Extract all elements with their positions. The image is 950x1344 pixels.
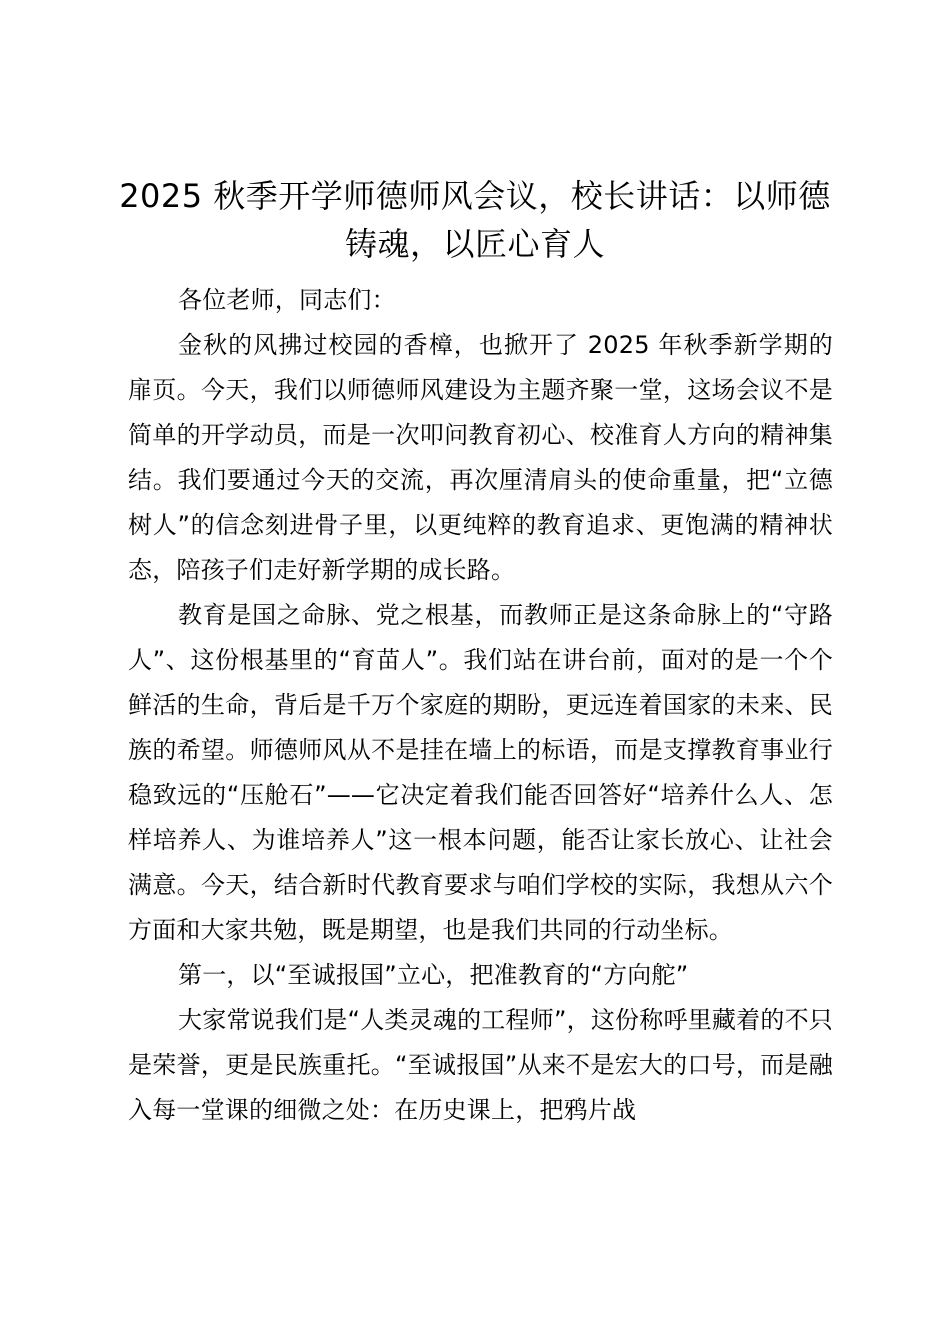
body-paragraph-2: 教育是国之命脉、党之根基，而教师正是这条命脉上的“守路人”、这份根基里的“育苗人”。我们站在讲台前，面对的是一个个鲜活的生命，背后是千万个家庭的期盼，更远连着国家的未来、民族的希望。师德师风从不是挂在墙上的标语，而是支撑教育事业行稳致远的“压舱石”——它决定着我们能否回答好“培养什么人、怎样培养人、为谁培养人”这一根本问题，能否让家长放心、让社会满意。今天，结合新时代教育要求与咱们学校的实际，我想从六个方面和大家共勉，既是期望，也是我们共同的行动坐标。 [128, 601, 833, 944]
salutation: 各位老师，同志们： [178, 286, 396, 314]
section-paragraph: 大家常说我们是“人类灵魂的工程师”，这份称呼里藏着的不只是荣誉，更是民族重托。“至诚报国”从来不是宏大的口号，而是融入每一堂课的细微之处：在历史课上，把鸦片战 [128, 1006, 833, 1124]
section-heading: 第一，以“至诚报国”立心，把准教育的“方向舵” [178, 961, 689, 989]
body-paragraph-1: 金秋的风拂过校园的香樟，也掀开了 2025 年秋季新学期的扉页。今天，我们以师德师风建设为主题齐聚一堂，这场会议不是简单的开学动员，而是一次叩问教育初心、校准育人方向的精神集结。我们要通过今天的交流，再次厘清肩头的使命重量，把“立德树人”的信念刻进骨子里，以更纯粹的教育追求、更饱满的精神状态，陪孩子们走好新学期的成长路。 [128, 331, 833, 584]
document-title: 2025 秋季开学师德师风会议，校长讲话：以师德铸魂，以匠心育人 [119, 177, 831, 263]
document-body [128, 278, 833, 1133]
